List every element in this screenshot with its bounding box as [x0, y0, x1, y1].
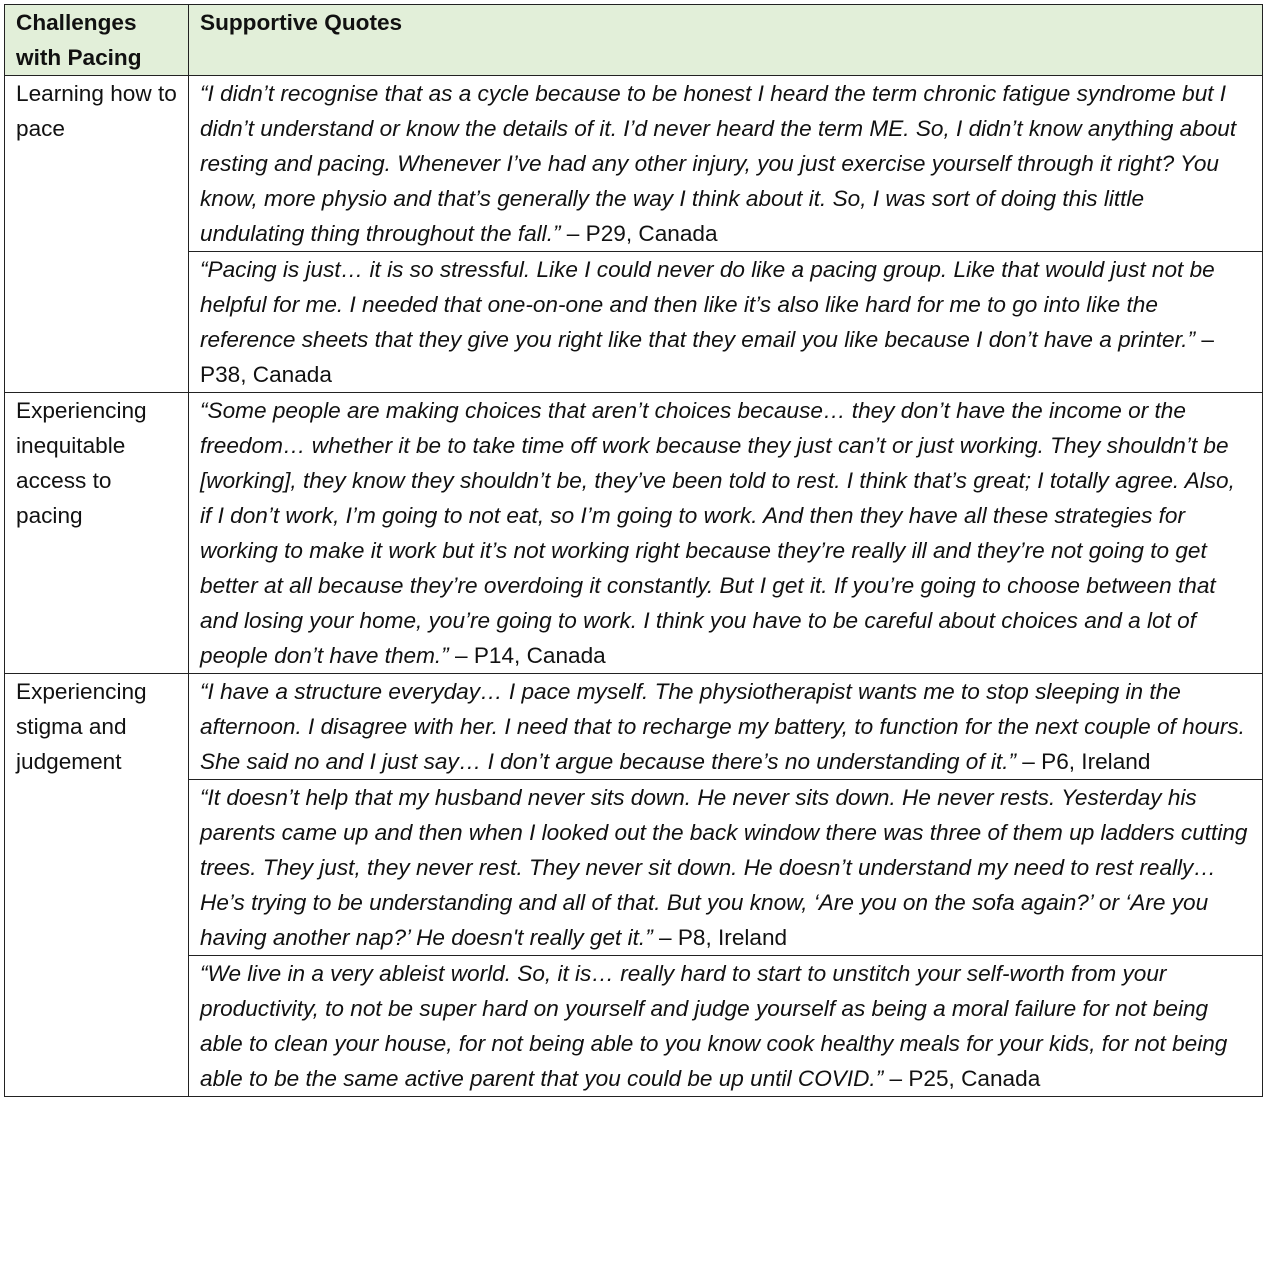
table-body [5, 76, 1263, 1097]
quote-attribution: – P6, Ireland [1016, 749, 1151, 774]
table-row [5, 252, 1263, 393]
table-row [5, 780, 1263, 956]
header-row [5, 5, 1263, 76]
quote-text: “I have a structure everyday… I pace myself. The physiotherapist wants me to stop sleeping in the afternoon. I disagree with her. I need that to recharge my battery, to function for the next couple of hours. She said no and I just say… I don’t argue because there’s no understanding of it.” [200, 679, 1245, 774]
quote-cell [189, 76, 1263, 252]
theme-learning-how-to-pace: Learning how to pace [5, 76, 189, 393]
quote-attribution: – P25, Canada [883, 1066, 1041, 1091]
table-row [5, 956, 1263, 1097]
quote-cell [189, 252, 1263, 393]
header-supportive-quotes: Supportive Quotes [189, 5, 1263, 76]
theme-inequitable-access: Experiencing inequitable access to pacing [5, 393, 189, 674]
quote-text: “It doesn’t help that my husband never sits down. He never sits down. He never rests. Yesterday his parents came up and then when I looked out the back window there was three of them up ladders cutting trees. They just, they never rest. They never sit down. He doesn’t understand my need to rest really… He’s trying to be understanding and all of that. But you know, ‘Are you on the sofa again?’ or ‘Are you having another nap?’ He doesn't really get it.” [200, 785, 1248, 950]
quote-attribution: – P8, Ireland [652, 925, 788, 950]
table-row [5, 393, 1263, 674]
quote-cell [189, 674, 1263, 780]
quote-attribution: – P14, Canada [448, 643, 606, 668]
quote-text: “We live in a very ableist world. So, it is… really hard to start to unstitch your self-worth from your productivity, to not be super hard on yourself and judge yourself as being a moral failure for not being able to clean your house, for not being able to you know cook healthy meals for your kids, for not being able to be the same active parent that you could be up until COVID.” [200, 961, 1228, 1091]
quote-cell [189, 956, 1263, 1097]
quote-cell [189, 393, 1263, 674]
header-challenges: Challenges with Pacing [5, 5, 189, 76]
table-header [5, 5, 1263, 76]
quote-attribution: – P29, Canada [560, 221, 718, 246]
quote-text: “Some people are making choices that aren’t choices because… they don’t have the income or the freedom… whether it be to take time off work because they just can’t or just working. They shouldn’t be [working], they know they shouldn’t be, they’ve been told to rest. I think that’s great; I totally agree. Also, if I don’t work, I’m going to not eat, so I’m going to work. And then they have all these strategies for working to make it work but it’s not working right because they’re really ill and they’re not going to get better at all because they’re overdoing it constantly. But I get it. If you’re going to choose between that and losing your home, you’re going to work. I think you have to be careful about choices and a lot of people don’t have them.” [200, 398, 1235, 668]
table-row [5, 76, 1263, 252]
quote-text: “Pacing is just… it is so stressful. Like I could never do like a pacing group. Like that would just not be helpful for me. I needed that one-on-one and then like it’s also like hard for me to go into like the reference sheets that they give you right like that they email you like because I don’t have a printer.” [200, 257, 1215, 352]
quote-attribution: – P38, Canada [200, 327, 1214, 387]
theme-stigma-and-judgement: Experiencing stigma and judgement [5, 674, 189, 1097]
table-row [5, 674, 1263, 780]
quote-text: “I didn’t recognise that as a cycle because to be honest I heard the term chronic fatigue syndrome but I didn’t understand or know the details of it. I’d never heard the term ME. So, I didn’t know anything about resting and pacing. Whenever I’ve had any other injury, you just exercise yourself through it right? You know, more physio and that’s generally the way I think about it. So, I was sort of doing this little undulating thing throughout the fall.” [200, 81, 1237, 246]
challenges-with-pacing-table [4, 4, 1263, 1097]
quote-cell [189, 780, 1263, 956]
